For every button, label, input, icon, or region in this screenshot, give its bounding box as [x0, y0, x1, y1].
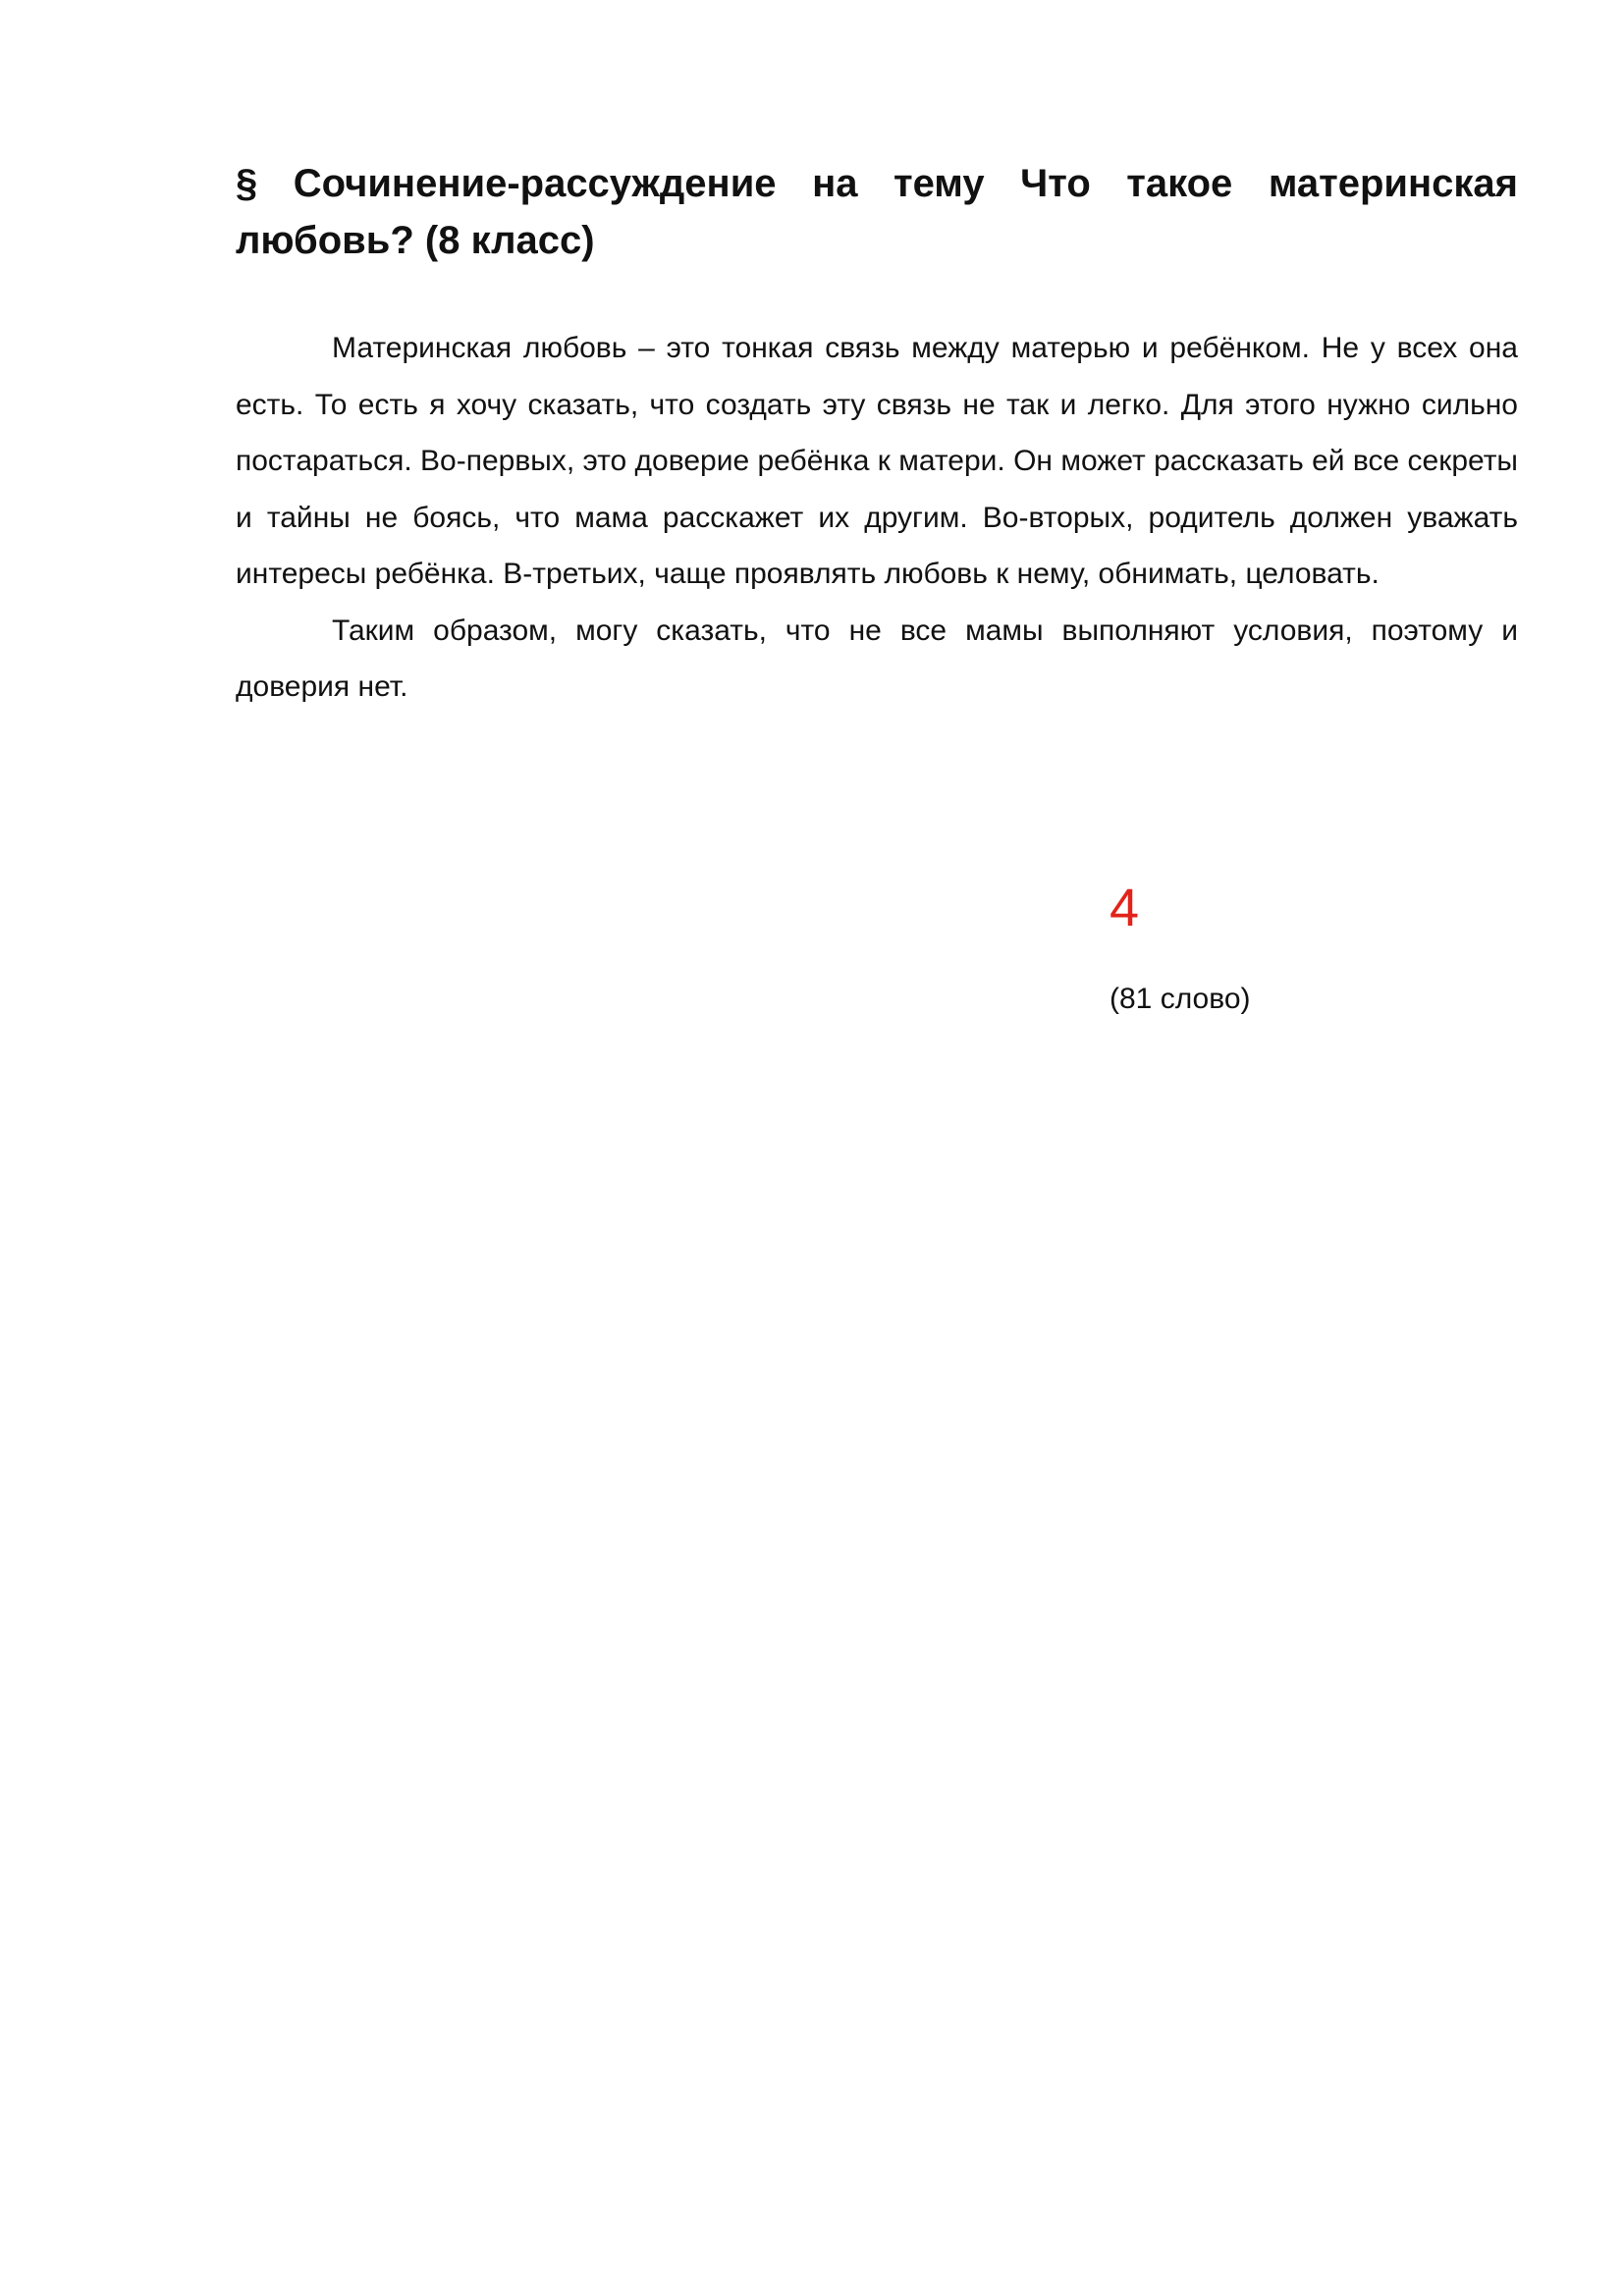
essay-title: § Сочинение-рассуждение на тему Что такое материнская любовь? (8 класс)	[236, 162, 1518, 262]
essay-body	[236, 320, 1518, 716]
document-page	[236, 147, 1518, 716]
grade-mark: 4	[1110, 879, 1140, 937]
paragraph-1: Материнская любовь – это тонкая связь между матерью и ребёнком. Не у всех она есть. То есть я хочу сказать, что создать эту связь не так и легко. Для этого нужно сильно постараться. Во-первых, это доверие ребёнка к матери. Он может рассказать ей все секреты и тайны не боясь, что мама расскажет их другим. Во-вторых, родитель должен уважать интересы ребёнка. В-третьих, чаще проявлять любовь к нему, обнимать, целовать.	[236, 332, 1518, 590]
word-count: (81 слово)	[1110, 983, 1251, 1015]
paragraph-2: Таким образом, могу сказать, что не все мамы выполняют условия, поэтому и доверия нет.	[236, 614, 1518, 703]
